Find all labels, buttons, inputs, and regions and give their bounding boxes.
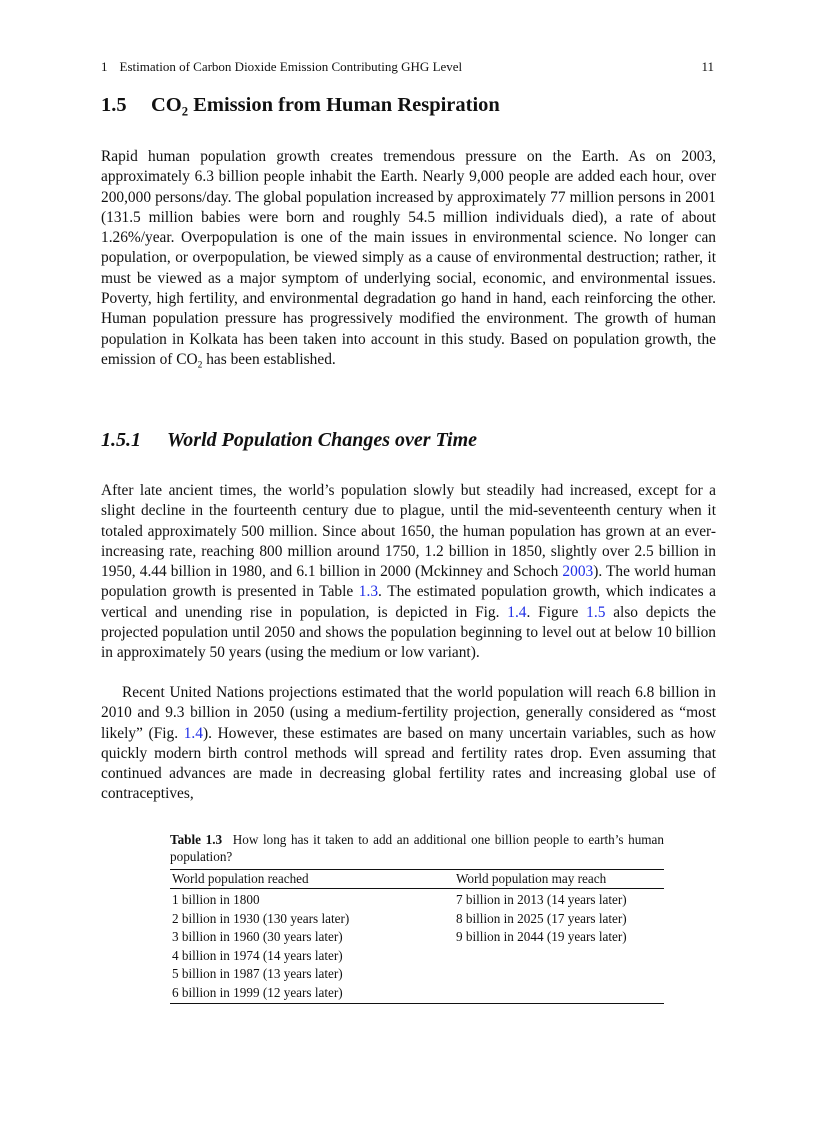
table-cell: 3 billion in 1960 (30 years later) — [172, 929, 343, 945]
section-number: 1.5 — [101, 94, 127, 116]
population-table — [170, 869, 664, 1004]
table-cell — [454, 947, 664, 966]
figure-1-4-link[interactable]: 1.4 — [507, 603, 527, 621]
paragraph-text: . The estimated population growth, which indicates a vertical and unending rise in population, is depicted in Fig. — [101, 583, 716, 621]
figure-1-5-link[interactable]: 1.5 — [586, 603, 606, 621]
table-cell: 6 billion in 1999 (12 years later) — [170, 984, 454, 1003]
paragraph-text: ). The world human population growth is presented in Table — [101, 563, 716, 601]
subsection-paragraph-2 — [101, 683, 716, 805]
page-number: 11 — [701, 59, 714, 74]
header-reached: World population reached — [170, 870, 454, 889]
table-header-row — [170, 870, 664, 889]
table-cell: 1 billion in 1800 — [172, 892, 260, 907]
paragraph-text: . Figure — [526, 603, 587, 621]
header-may-reach: World population may reach — [454, 870, 664, 889]
table-caption-text: How long has it taken to add an additional one billion people to earth’s human population? — [170, 832, 665, 864]
section-title-subscript: 2 — [181, 104, 189, 119]
figure-1-4-link[interactable]: 1.4 — [183, 724, 203, 742]
running-head-title — [101, 59, 462, 75]
table-row — [170, 910, 664, 929]
table-cell: 8 billion in 2025 (17 years later) — [456, 910, 627, 926]
chapter-number: 1 — [101, 59, 108, 74]
chapter-title: Estimation of Carbon Dioxide Emission Contributing GHG Level — [119, 59, 463, 74]
table-cell: 9 billion in 2044 (19 years later) — [456, 929, 627, 945]
subsection-heading — [101, 429, 477, 452]
table-row — [170, 928, 664, 947]
table-cell: 2 billion in 1930 (130 years later) — [172, 910, 350, 926]
section-paragraph — [101, 147, 716, 370]
table-cell: 7 billion in 2013 (14 years later) — [456, 892, 627, 907]
section-heading — [101, 94, 500, 117]
table-1-3 — [170, 832, 664, 1004]
table-cell — [454, 965, 664, 984]
subsection-paragraph-1 — [101, 481, 716, 664]
section-title-pre: CO — [151, 94, 182, 116]
subsection-title: World Population Changes over Time — [167, 429, 478, 451]
citation-link-2003[interactable]: 2003 — [562, 563, 594, 581]
paragraph-text-end: has been established. — [202, 350, 336, 368]
paragraph-text: also depicts the projected population until 2050 and shows the population beginning to level out at below 10 billion in approximately 50 years (using the medium or low variant). — [101, 603, 716, 662]
paragraph-text: After late ancient times, the world’s population slowly but steadily had increased, except for a slight decline in the fourteenth century due to plague, until the mid-seventeenth century when it totaled approximately 500 million. Since about 1650, the human population has grown at an ever-increasing rate, reaching 800 million around 1750, 1.2 billion in 1850, slightly over 2.5 billion in 1950, 4.44 billion in 1980, and 6.1 billion in 2000 (Mckinney and Schoch — [101, 482, 716, 581]
table-row — [170, 965, 664, 984]
table-row — [170, 947, 664, 966]
table-row — [170, 889, 664, 910]
table-1-3-link[interactable]: 1.3 — [358, 583, 379, 601]
subsection-number: 1.5.1 — [101, 429, 141, 451]
table-label: Table 1.3 — [170, 832, 223, 847]
paragraph-text: Recent United Nations projections estimated that the world population will reach 6.8 billion in 2010 and 9.3 billion in 2050 (using a medium-fertility projection, generally considered as “most likely” (Fig. — [101, 684, 716, 742]
running-head — [101, 59, 714, 75]
table-cell: 4 billion in 1974 (14 years later) — [172, 947, 343, 963]
table-cell: 5 billion in 1987 (13 years later) — [172, 966, 343, 982]
paragraph-text: ). However, these estimates are based on many uncertain variables, such as how quickly modern birth control methods will spread and fertility rates drop. Even assuming that continued advances are made in decreasing global fertility rates and increasing global use of contraceptives, — [101, 724, 716, 803]
co2-subscript: 2 — [197, 359, 203, 371]
table-caption — [170, 832, 664, 865]
paragraph-text: Rapid human population growth creates tremendous pressure on the Earth. As on 2003, approximately 6.3 billion people inhabit the Earth. Nearly 9,000 people are added each hour, over 200,000 persons/day. The global population increased by approximately 77 million persons in 2001 (131.5 million babies were born and roughly 54.5 million individuals died), a rate of about 1.26%/year. Overpopulation is one of the main issues in environmental science. No longer can population, or overpopulation, be viewed simply as a cause of environmental destruction; rather, it must be viewed as a major symptom of underlying social, economic, and environmental issues. Poverty, high fertility, and environmental degradation go hand in hand, each reinforcing the other. Human population pressure has progressively modified the environment. The growth of human population in Kolkata has been taken into account in this study. Based on population growth, the emission of CO — [101, 148, 716, 368]
table-cell — [454, 984, 664, 1003]
table-row — [170, 984, 664, 1003]
section-title-post: Emission from Human Respiration — [188, 94, 500, 116]
